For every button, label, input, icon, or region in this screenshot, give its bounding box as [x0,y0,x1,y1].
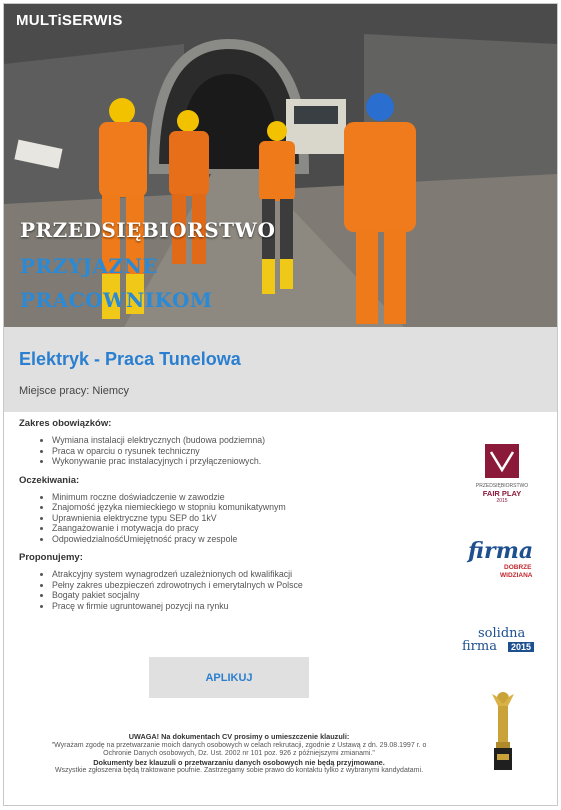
list-item: • Pracę w firmie ugruntowanej pozycji na rynku [52,601,439,612]
solidna-text: solidna [478,626,526,641]
job-title-bar [4,327,557,412]
fair-play-logo-icon [485,444,519,478]
tunnel-workers-photo [4,4,557,327]
firma-dobrze-widziana-badge [466,538,542,583]
list-item: • Bogaty pakiet socjalny [52,590,439,601]
firma-text: firma [462,639,497,654]
job-details [19,418,439,619]
solidna-year: 2015 [508,642,534,652]
fair-play-badge [472,444,532,504]
footer-rejection-notice: Dokumenty bez klauzuli o przetwarzaniu danych osobowych nie będą przyjmowane. [93,757,385,767]
hero-banner [4,4,557,327]
offer-list [19,569,439,611]
list-item: • Wymiana instalacji elektrycznych (budowa podziemna) [52,435,439,446]
list-item: • Zaangażowanie i motywacja do pracy [52,523,439,534]
section-heading-offer: Proponujemy: [19,552,83,563]
section-heading-expectations: Oczekiwania: [19,474,80,486]
multiserwis-logo: MULTiSERWIS [16,12,123,29]
dobrze-text: DOBRZE [504,564,532,571]
list-item: • Minimum roczne doświadczenie w zawodzie [52,492,439,503]
footer-consent-line-2: Ochronie Danych osobowych, Dz. Ust. 2002 nr 101 poz. 926 z późniejszymi zmianami." [103,750,375,758]
list-item: • Praca w oparciu o rysunek techniczny [52,446,439,457]
fair-play-title: FAIR PLAY [482,489,522,498]
job-title: Elektryk - Praca Tunelowa [19,349,241,369]
list-item: • Pełny zakres ubezpieczeń zdrowotnych i emerytalnych w Polsce [52,580,439,591]
list-item: • Znajomość języka niemieckiego w stopniu komunikatywnym [52,502,439,513]
list-item: • Uprawnienia elektryczne typu SEP do 1kV [52,513,439,524]
list-item: • OdpowiedzialnośćUmiejętność pracy w zespole [52,534,439,545]
solidna-firma-badge [460,626,546,660]
firma-logo-text: firma [468,538,534,564]
trophy-icon [488,688,518,772]
slogan-line-3: PRACOWNIKOM [20,288,213,312]
legal-footer [19,733,459,776]
slogan-line-2: PRZYJAZNE [20,254,159,278]
list-item: • Wykonywanie prac instalacyjnych i przyłączeniowych. [52,456,439,467]
apply-button[interactable]: APLIKUJ [149,657,309,698]
job-location: Miejsce pracy: Niemcy [19,385,130,397]
fair-play-caption: PRZEDSIĘBIORSTWO [475,483,529,489]
fair-play-year: 2015 [496,498,508,504]
duties-list [19,435,439,467]
expectations-list [19,492,439,545]
footer-warning: UWAGA! Na dokumentach CV prosimy o umieszczenie klauzuli: [128,732,350,741]
section-heading-duties: Zakres obowiązków: [19,418,112,429]
widziana-text: WIDZIANA [500,572,533,579]
list-item: • Atrakcyjny system wynagrodzeń uzależnionych od kwalifikacji [52,569,439,580]
slogan-line-1: PRZEDSIĘBIORSTWO [20,218,276,242]
footer-consent-line-1: "Wyrażam zgodę na przetwarzanie moich danych osobowych w celach rekrutacji, zgodnie z Ustawą z dn. 29.08.1997 r. o [51,741,427,749]
job-offer-card [3,3,558,806]
footer-confidentiality: Wszystkie zgłoszenia będą traktowane poufnie. Zastrzegamy sobie prawo do kontaktu tylko z wybranymi kandydatami. [54,767,424,775]
